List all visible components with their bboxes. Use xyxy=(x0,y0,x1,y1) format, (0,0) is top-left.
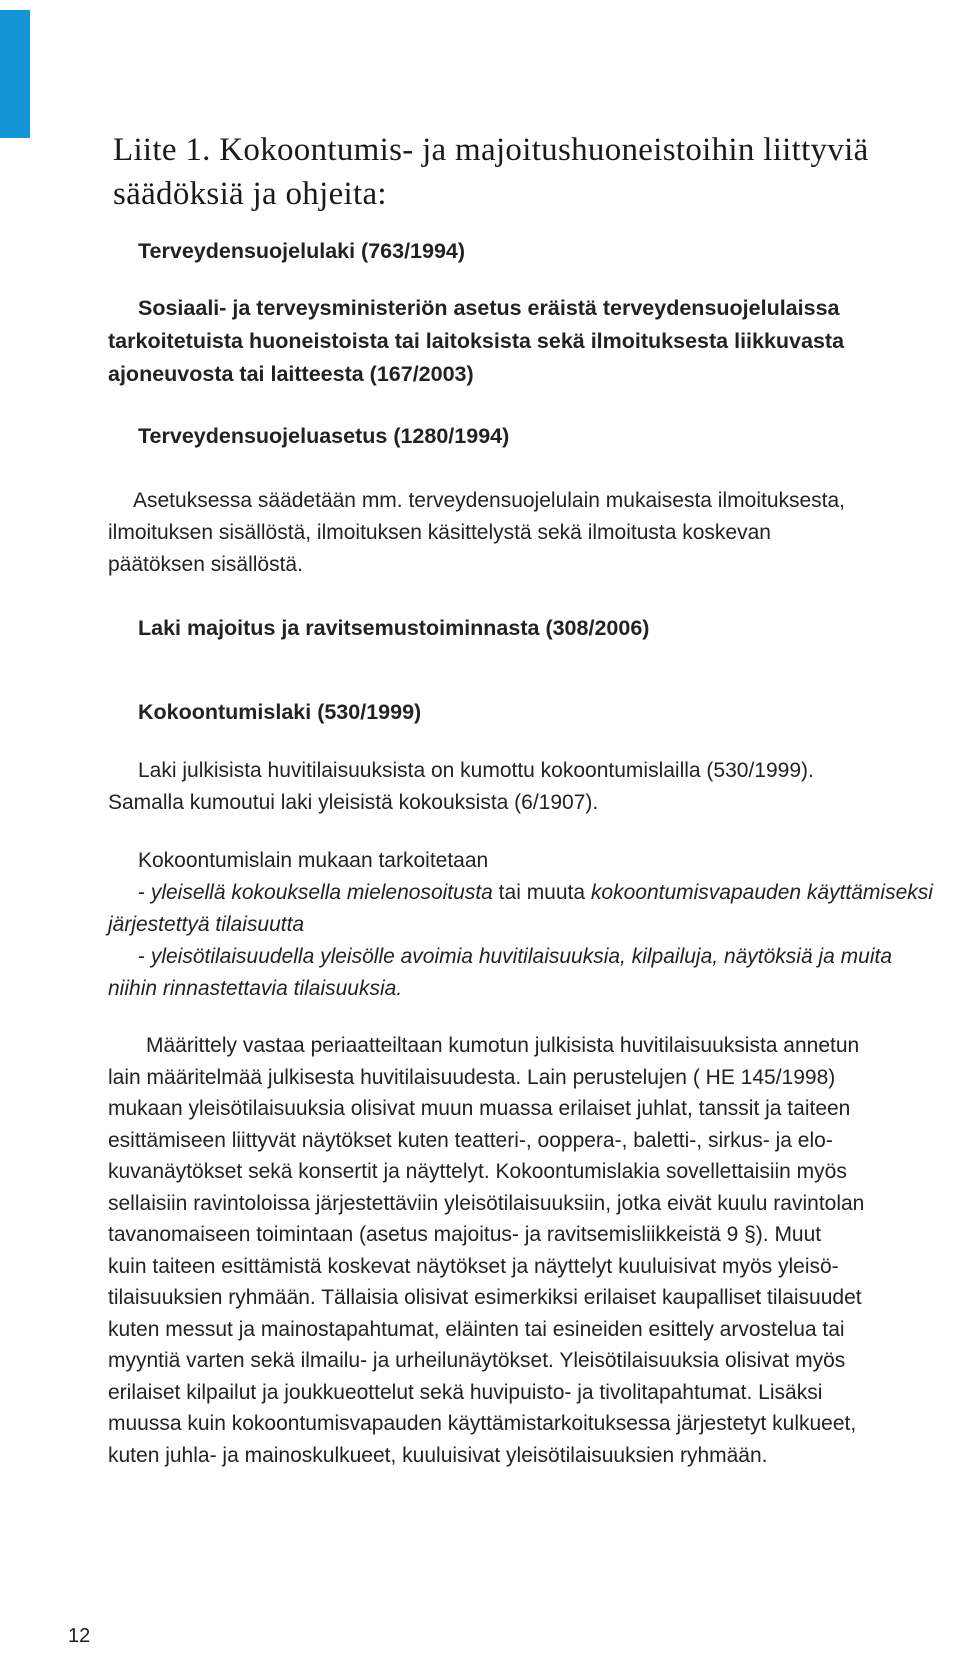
body-line: sellaisiin ravintoloissa järjestettäviin yleisötilaisuuksiin, jotka eivät kuulu ravintolan xyxy=(108,1191,865,1215)
asetus-line-2: ilmoituksen sisällöstä, ilmoituksen käsittelystä sekä ilmoitusta koskevan xyxy=(108,521,771,544)
title-line-2: säädöksiä ja ohjeita: xyxy=(113,176,387,212)
accent-tab xyxy=(0,10,30,138)
definition-bullet-1-cont: järjestettyä tilaisuutta xyxy=(108,913,305,936)
body-line: kuten juhla- ja mainoskulkueet, kuuluisivat yleisötilaisuuksien ryhmään. xyxy=(108,1443,768,1467)
paragraph-kokoontumislaki xyxy=(108,755,938,819)
definition-intro: Kokoontumislain mukaan tarkoitetaan xyxy=(138,849,489,872)
body-line: tavanomaiseen toimintaan (asetus majoitus- ja ravitsemisliikkeistä 9 §). Muut xyxy=(108,1223,822,1246)
definition-term-yleisotilaisuus: yleisötilaisuudella yleisölle avoimia huvitilaisuuksia, kilpailuja, näytöksiä ja muita xyxy=(150,945,893,968)
heading-terveydensuojeluasetus: Terveydensuojeluasetus (1280/1994) xyxy=(138,424,510,448)
paragraph-maarittely xyxy=(108,1030,938,1471)
body-line: kuvanäytökset sekä konsertit ja näyttelyt. Kokoontumislakia sovellettaisiin myös xyxy=(108,1160,847,1183)
body-line: esittämiseen liittyvät näytökset kuten teatteri-, ooppera-, baletti-, sirkus- ja elo- xyxy=(108,1128,833,1152)
kokoontumislaki-line-1: Laki julkisista huvitilaisuuksista on kumottu kokoontumislailla (530/1999). xyxy=(138,759,814,782)
kokoontumislaki-line-2: Samalla kumoutui laki yleisistä kokouksista (6/1907). xyxy=(108,791,599,814)
definition-bullet-2 xyxy=(108,941,938,973)
heading-terveydensuojelulaki: Terveydensuojelulaki (763/1994) xyxy=(138,239,466,263)
heading-kokoontumislaki: Kokoontumislaki (530/1999) xyxy=(138,700,422,724)
definition-bullet-1 xyxy=(108,877,938,909)
heading-majoituslaki: Laki majoitus ja ravitsemustoiminnasta (308/2006) xyxy=(138,616,650,640)
body-line: Määrittely vastaa periaatteiltaan kumotun julkisista huvitilaisuuksista annetun xyxy=(146,1034,860,1057)
body-line: tilaisuuksien ryhmään. Tällaisia olisivat esimerkiksi erilaiset kaupalliset tilaisuudet xyxy=(108,1286,862,1309)
body-line: mukaan yleisötilaisuuksia olisivat muun muassa erilaiset juhlat, tanssit ja taiteen xyxy=(108,1097,851,1120)
title-line-1: Liite 1. Kokoontumis- ja majoitushuoneistoihin liittyviä xyxy=(113,132,869,168)
body-line: erilaiset kilpailut ja joukkueottelut sekä huvipuisto- ja tivolitapahtumat. Lisäksi xyxy=(108,1380,823,1404)
definition-bullet-2-cont: niihin rinnastettavia tilaisuuksia. xyxy=(108,977,403,1000)
page-number: 12 xyxy=(68,1625,91,1647)
definition-term-kokoontumisvapaus: kokoontumisvapauden käyttämiseksi xyxy=(590,881,933,904)
heading-stm-line-3: ajoneuvosta tai laitteesta (167/2003) xyxy=(108,362,474,386)
body-line: kuin taiteen esittämistä koskevat näytökset ja näyttelyt kuuluisivat myös yleisö- xyxy=(108,1254,839,1278)
page-title xyxy=(113,128,933,216)
asetus-line-3: päätöksen sisällöstä. xyxy=(108,553,303,576)
body-line: kuten messut ja mainostapahtumat, eläinten tai esineiden esittely arvostelua tai xyxy=(108,1317,845,1341)
paragraph-definition xyxy=(108,845,938,1005)
definition-connector: tai muuta xyxy=(492,881,591,904)
paragraph-asetus xyxy=(108,485,938,581)
bullet-dash: - xyxy=(138,881,151,904)
body-line: muussa kuin kokoontumisvapauden käyttämistarkoituksessa järjestetyt kulkueet, xyxy=(108,1412,857,1435)
heading-stm-line-1: Sosiaali- ja terveysministeriön asetus eräistä terveydensuojelulaissa xyxy=(138,296,840,320)
bullet-dash: - xyxy=(138,945,151,968)
body-line: lain määritelmää julkisesta huvitilaisuudesta. Lain perustelujen ( HE 145/1998) xyxy=(108,1065,836,1089)
heading-stm-line-2: tarkoitetuista huoneistoista tai laitoksista sekä ilmoituksesta liikkuvasta xyxy=(108,329,845,353)
body-line: myyntiä varten sekä ilmailu- ja urheilunäytökset. Yleisötilaisuuksia olisivat myös xyxy=(108,1349,846,1372)
heading-stm-asetus xyxy=(108,292,938,391)
asetus-line-1: Asetuksessa säädetään mm. terveydensuojelulain mukaisesta ilmoituksesta, xyxy=(133,489,846,512)
definition-term-yleinen-kokous: yleisellä kokouksella mielenosoitusta xyxy=(150,881,493,904)
